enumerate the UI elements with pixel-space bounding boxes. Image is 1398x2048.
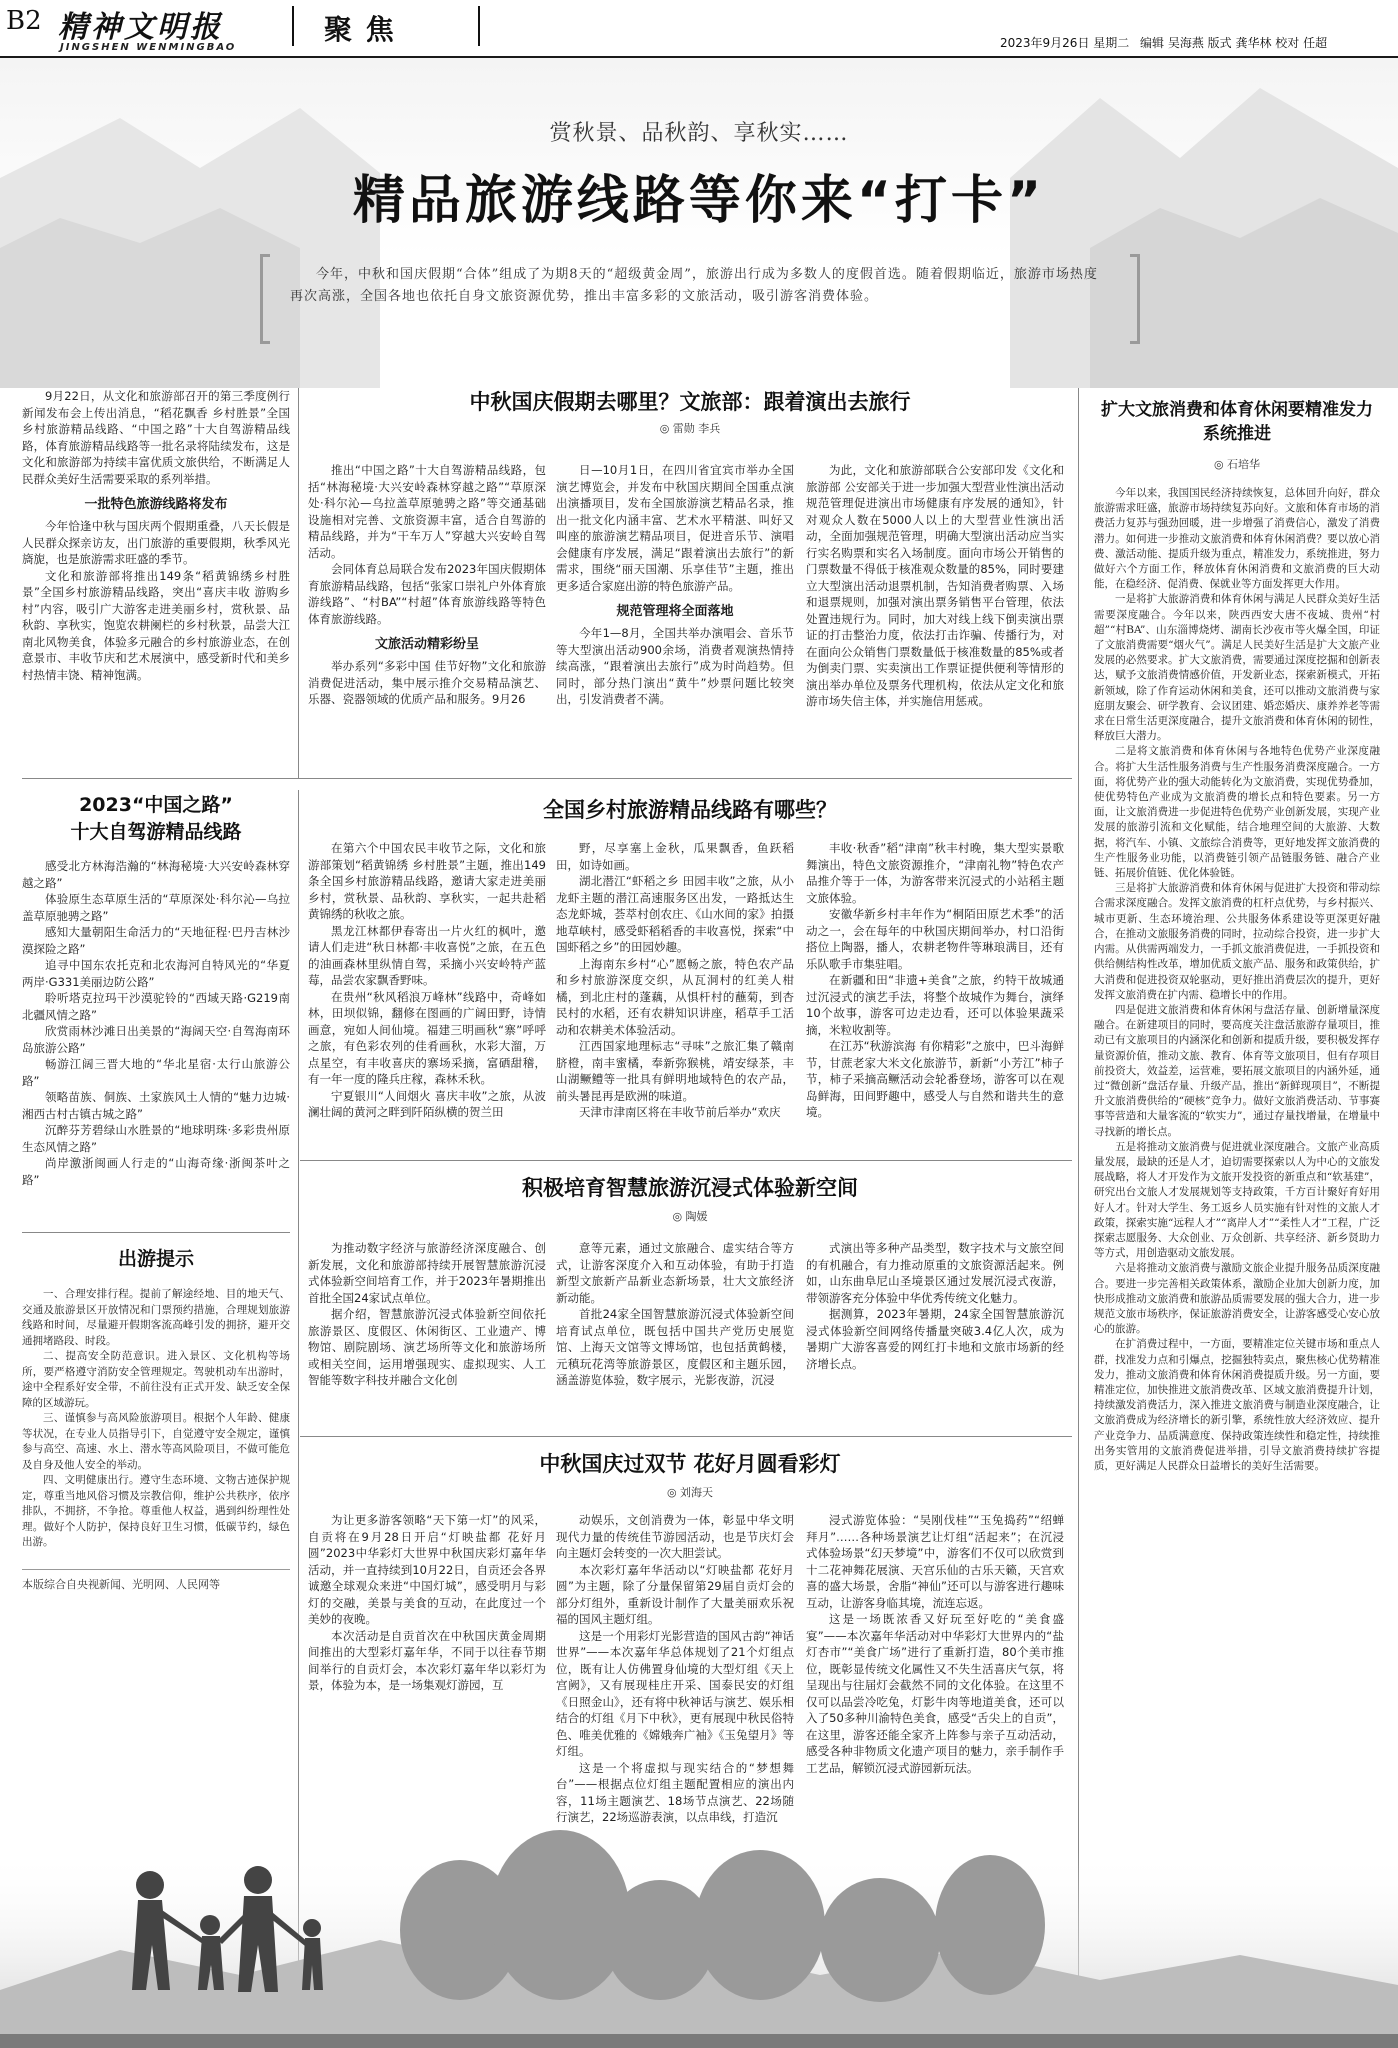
routes-title-line-1: 2023“中国之路” — [79, 794, 233, 816]
routes-title-line-2: 十大自驾游精品线路 — [70, 821, 242, 843]
article-2-para: 宁夏银川“人间烟火 喜庆丰收”之旅，从波澜壮阔的黄河之畔到阡陌纵横的贺兰田 — [308, 1088, 546, 1119]
left-top-column — [22, 388, 290, 683]
right-column-para: 今年以来，我国国民经济持续恢复，总体回升向好，群众旅游需求旺盛，旅游市场持续复苏向好。文旅和体育市场的消费活力复苏与强劲回暖，进一步增强了消费信心，激发了消费潜力。如何进一步推动文旅消费和体育休闲消费？要以放心消费、激活动能、提质升级为重点，精准发力，系统推进，努力做好六个方面工作，释放体育休闲消费和文旅消费的巨大动能，在稳经济、促消费、保就业等方面发挥更大作用。 — [1094, 487, 1380, 591]
article-2-para: 上海南东乡村“心”愿畅之旅，特色农产品和乡村旅游深度交织，从瓦洞村的红美人柑橘，到北庄村的蓬藕，从惧杆村的蘸菊，到杏民村的水稻，还有农耕知识讲座，稻草手工活动和农耕美术体验活动。 — [556, 956, 794, 1037]
route-item: 欣赏雨林沙滩日出美景的“海阔天空·自驾海南环岛旅游公路” — [22, 1024, 290, 1055]
paper-name-pinyin: JINGSHEN WENMINGBAO — [60, 42, 237, 53]
article-4-para: 这是一个将虚拟与现实结合的“梦想舞台”——根据点位灯组主题配置相应的演出内容，11场主题演艺、18场节点演艺、22场随行演艺，22场巡游表演，以点串线，打造沉 — [556, 1760, 794, 1824]
article-1-col-2 — [556, 462, 794, 708]
article-1-col-1 — [308, 462, 546, 708]
right-column-para: 五是将推动文旅消费与促进就业深度融合。文旅产业高质量发展，最缺的还是人才，迫切需要探索以人为中心的文旅发展战略，将人才开发作为文旅开发投资的新重点和“软基建”，研究出台文旅人才发展规划等支持政策，千方百计聚好育好用好人才。针对大学生、务工返乡人员实施有针对性的文旅人才政策，探索实施“远程人才”“离岸人才”“柔性人才”工程，广泛探索志愿服务、大众创业、万众创新、共享经济、新乡贤助力等方式，用创造驱动文旅发展。 — [1094, 1140, 1380, 1260]
article-2-para: 湖北潜江“虾稻之乡 田园丰收”之旅，从小龙虾主题的潜江高速服务区出发，一路抵达生态龙虾城，荟萃村创农庄、《山水间的家》拍摄地草峡村，感受虾稻稻香的丰收喜悦，探索“中国虾稻之乡”的田园妙趣。 — [556, 874, 794, 954]
article-2-para: 丰收·秋香”稻“津南”秋丰村晚，集大型实景歌舞演出，特色文旅资源推介，“津南礼物”特色农产品推介等于一体，为游客带来沉浸式的小站稻主题文旅体验。 — [806, 841, 1064, 905]
article-1-col-3 — [806, 462, 1064, 710]
masthead — [0, 0, 1398, 58]
article-2-para: 江西国家地理标志“寻味”之旅汇集了赣南脐橙，南丰蜜橘，奉新弥猴桃，靖安绿茶，丰山湖鳜鳢等一批具有鲜明地域特色的农产品，前头暑昆再是欧洲的味道。 — [556, 1039, 794, 1103]
article-4-para: 动娱乐，文创消费为一体，彰显中华文明现代力量的传统佳节游园活动，也是节庆灯会向主题灯会转变的一次大胆尝试。 — [556, 1513, 794, 1560]
article-4-para: 本次彩灯嘉年华活动以“灯映盐都 花好月圆”为主题，除了分量保留第29届自贡灯会的部分灯组外，重新设计制作了大量美丽欢乐祝福的国风主题灯组。 — [556, 1562, 794, 1626]
right-column-para: 四是促进文旅消费和体育休闲与盘活存量、创新增量深度融合。在新建项目的同时，要高度关注盘活旅游存量项目，推动已有文旅项目的内涵深化和创新和提质升级，要积极发挥存量资源价值，推动文旅、教育、体育等文旅项目，但有存项目前投资大，效益差，运营难，要拓展文旅项目的内涵外延，通过“微创新”盘活存量、升级产品，推出“新鲜现项目”，不断提升文旅消费供给的“硬核”竞争力。做好文旅消费活动、节事赛事等营造和大量客流的“软实力”，通过存量找增量，在增量中寻找新的增长点。 — [1094, 1003, 1380, 1138]
route-item: 感知大量朝阳生命活力的“天地征程·巴丹吉林沙漠探险之路” — [22, 925, 290, 956]
article-1-para: 今年1—8月，全国共举办演唱会、音乐节等大型演出活动900余场，消费者观演热情持续高涨，“跟着演出去旅行”成为时尚趋势。但同时，部分热门演出“黄牛”炒票问题比较突出，引发消费者不满。 — [556, 626, 794, 706]
hero-kicker: 赏秋景、品秋韵、享秋实…… — [549, 121, 849, 146]
article-2-col-1 — [308, 840, 546, 1121]
hero-lead-bracket-right — [1130, 254, 1140, 344]
article-2-para: 安徽华新乡村丰年作为“桐陌田原艺术季”的活动之一，会在每年的中秋国庆期间举办，村口沿街搭位上陶器，播人，农耕老物件等琳琅满目，还有乐队歌手市集驻唱。 — [806, 907, 1064, 971]
article-3-para: 据测算，2023年暑期，24家全国智慧旅游沉浸式体验新空间网络传播量突破3.4亿人次，成为暑期广大游客喜爱的网红打卡地和文旅市场新的经济增长点。 — [806, 1307, 1064, 1371]
article-3-para: 意等元素，通过文旅融合、虚实结合等方式，让游客深度介入和互动体验，有助于打造新型文旅新产品新业态新场景，壮大文旅经济新动能。 — [556, 1241, 794, 1305]
article-3-title: 积极培育智慧旅游沉浸式体验新空间 — [522, 1176, 858, 1200]
article-1-title: 中秋国庆假期去哪里？文旅部：跟着演出去旅行 — [469, 390, 911, 414]
route-item: 尚岸激浙闽画人行走的“山海奇缘·浙闽茶叶之路” — [22, 1156, 290, 1187]
source-credit: 本版综合自央视新闻、光明网、人民网等 — [22, 1569, 290, 1592]
route-item: 沉醉芬芳碧绿山水胜景的“地球明珠·多彩贵州原生态风情之路” — [22, 1123, 290, 1154]
travel-tip: 一、合理安排行程。提前了解途经地、目的地天气、交通及旅游景区开放情况和门票预约措施，合理规划旅游线路和时间，尽量避开假期客流高峰引发的拥挤，避开交通拥堵路段、时段。 — [22, 1288, 290, 1347]
article-1-para: 会同体育总局联合发布2023年国庆假期体育旅游精品线路，包括“张家口崇礼户外体育旅游线路”、“村BA”“村超”体育旅游线路等特色体育旅游线路。 — [308, 562, 546, 626]
hero-lead: 今年，中秋和国庆假期“合体”组成了为期8天的“超级黄金周”，旅游出行成为多数人的度假首选。随着假期临近，旅游市场热度再次高涨，全国各地也依托自身文旅资源优势，推出丰富多彩的文旅活动，吸引游客消费体验。 — [290, 267, 1098, 304]
article-2-para: 在第六个中国农民丰收节之际，文化和旅游部策划“稻黄锦绣 乡村胜景”主题，推出149条全国乡村旅游精品线路，邀请大家走进美丽乡村，赏秋景、品秋韵、享秋实，一起共赴稻黄锦绣的秋收之旅。 — [308, 841, 546, 921]
column-divider — [298, 388, 299, 778]
header-divider-2 — [478, 6, 480, 46]
article-2-para: 在新疆和田“非遗+美食”之旅，约特干故城通过沉浸式的演艺手法，将整个故城作为舞台，演绎10个故事，游客可边走边看，还可以体验果蔬采摘，米粒收割等。 — [806, 973, 1064, 1037]
left-top-para-1: 9月22日，从文化和旅游部召开的第三季度例行新闻发布会上传出消息，“稻花飘香 乡村胜景”全国乡村旅游精品线路、“中国之路”十大自驾游精品线路，体育旅游精品线路等一批名录将陆续发布，这是文化和旅游部为持续丰富优质文旅供给，不断满足人民群众美好生活需要采取的系列举措。 — [22, 389, 290, 486]
article-2-col-2 — [556, 840, 794, 1121]
article-2-para: 野，尽享塞上金秋，瓜果飘香，鱼跃稻田，如诗如画。 — [556, 841, 794, 872]
section-divider — [300, 1436, 1072, 1437]
paper-name: 精神文明报 — [58, 10, 223, 45]
right-column-para: 六是将推动文旅消费与激励文旅企业提升服务品质深度融合。要进一步完善相关政策体系，激励企业加大创新力度，加快形成推动文旅消费和旅游品质需要发展的强大合力，进一步规范文旅市场秩序，保证旅游消费安全，让游客感受心安心放心的旅游。 — [1094, 1262, 1380, 1336]
travel-tip: 四、文明健康出行。遵守生态环境、文物古迹保护规定，尊重当地风俗习惯及宗教信仰，维护公共秩序，依序排队，不拥挤，不争抢。尊重他人权益，遇到纠纷理性处理。做好个人防护，保持良好卫生习惯，低碳节约，绿色出游。 — [22, 1474, 290, 1548]
article-1-para: 为此，文化和旅游部联合公安部印发《文化和旅游部 公安部关于进一步加强大型营业性演出活动规范管理促进演出市场健康有序发展的通知》，针对观众人数在5000人以上的大型营业性演出活动，全面加强规范管理，明确大型演出活动应当实行实名购票和实名入场制度。面向市场公开销售的门票数量不得低于核准观众数量的85%，同时要建立大型演出活动退票机制，告知消费者购票、入场和退票规则，加强对演出票务销售平台管理，依法处置违规行为。同时，加大对线上线下倒卖演出票证的打击整治力度，依法打击诈骗、传播行为，对在面向公众销售门票数量低于核准数量的85%或者为倒卖门票、实卖演出工作票证提供便利等情形的演出举办单位及票务代理机构，依法从定文化和旅游市场失信主体，并实施信用惩戒。 — [806, 463, 1064, 708]
family-silhouette-illustration — [0, 1700, 1398, 2048]
right-column-para: 三是将扩大旅游消费和体育休闲与促进扩大投资和带动综合需求深度融合。发挥文旅消费的杠杆点优势，与乡村振兴、城市更新、生态环境治理、公共服务体系建设等更深更好融合，在推动文旅服务消费的同时，拉动综合投资，进一步扩大内需。从供需两端发力，一手抓文旅消费促进，一手抓投资和供给侧结构性改革，增加优质文旅产品、服务和政策供给，扩大消费和促进投资双轮驱动，更好推出消费层次的提升，更好发挥文旅消费在扩内需、稳增长中的作用。 — [1094, 882, 1380, 1001]
article-1-byline: ◎ 雷勋 李兵 — [659, 422, 721, 435]
article-1-para: 推出“中国之路”十大自驾游精品线路，包括“林海秘境·大兴安岭森林穿越之路”“草原深处·科尔沁—乌拉盖草原驰骋之路”等交通基础设施相对完善、文旅资源丰富，适合自驾游的精品线路，并为“干车万人”穿越大兴安岭自驾活动。 — [308, 463, 546, 560]
article-3-byline: ◎ 陶媛 — [672, 1210, 708, 1223]
travel-tips-title: 出游提示 — [117, 1248, 194, 1270]
article-4-title: 中秋国庆过双节 花好月圆看彩灯 — [539, 1452, 841, 1476]
issue-date: 2023年9月26日 星期二 — [1000, 36, 1130, 50]
article-4-para: 这是一个用彩灯光影营造的国风古韵“神话世界”——本次嘉年华总体规划了21个灯组点位，既有让人仿佛置身仙境的大型灯组《天上宫阙》，又有展现桂庄开采、国泰民安的灯组《日照金山》，还有将中秋神话与演艺、娱乐相结合的灯组《月下中秋》，更有展现中秋民俗特色、唯美优雅的《嫦娥奔广袖》《玉兔望月》等灯组。 — [556, 1628, 794, 1758]
route-item: 畅游江阔三晋大地的“华北星宿·太行山旅游公路” — [22, 1057, 290, 1088]
left-top-subhead: 一批特色旅游线路将发布 — [84, 497, 228, 512]
article-4-byline: ◎ 刘海天 — [666, 1486, 714, 1499]
article-2-para: 黑龙江林都伊春寄出一片火红的枫叶，邀请人们走进“秋日林都·丰收喜悦”之旅，在五色的油画森林里纵情自驾，采摘小兴安岭特产蓝莓，品尝农家飘香野味。 — [308, 923, 546, 987]
right-column — [1094, 398, 1380, 1474]
section-divider — [300, 1160, 1072, 1161]
right-column-para: 二是将文旅消费和体育休闲与各地特色优势产业深度融合。将扩大生活性服务消费与生产性服务消费深度融合。一方面，将优势产业的强大动能转化为文旅消费，实现优势叠加，使优势特色产业成为文旅消费的增长点和特色要素。另一方面，让文旅消费进一步促进特色优势产业创新发展，实现产业发展的旅游引流和文化赋能，结合地理空间的大旅游、大数据，将汽车、小镇、文旅综合消费等，更好地发挥文旅消费的生产性服务业功能，以消费链引领产品链服务链、融合产业链、拓展价值链、优化体验链。 — [1094, 745, 1380, 880]
right-column-title: 扩大文旅消费和体育休闲要精准发力系统推进 — [1101, 400, 1373, 444]
article-3-para: 据介绍，智慧旅游沉浸式体验新空间依托旅游景区、度假区、休闲街区、工业遗产、博物馆、剧院剧场、演艺场所等文化和旅游场所或相关空间，运用增强现实、虚拟现实、人工智能等数字科技并融合文化创 — [308, 1307, 546, 1387]
article-3-col-3 — [806, 1240, 1064, 1372]
page-code: B2 — [6, 6, 42, 36]
article-2-para: 在江苏“秋游滨海 有你精彩”之旅中，巴斗海鲜节，甘蔗老家大米文化旅游节，新新“小芳江”柿子节，柿子采摘高鳜活动会轮番登场，游客可以在观岛鲜海，田间野趣中，感受人与自然和谐共生的意境。 — [806, 1039, 1064, 1119]
hero-title: 精品旅游线路等你来“打卡” — [352, 171, 1046, 231]
routes-list — [22, 858, 290, 1188]
section-divider — [22, 778, 1072, 779]
hero-banner — [0, 58, 1398, 388]
article-2-para: 在贵州“秋风稻浪万峰林”线路中，奇峰如林，田坝似锦，翻修在图画的广阔田野，诗情画意，宛如人间仙境。福建三明画秋“寨”呼呼之旅，有色彩农列的佳肴画秋，水彩大溜，万点星空，有丰收喜庆的寨场采摘，富硒甜稽，有一年一度的隆兵庄稼，森林禾秋。 — [308, 989, 546, 1086]
article-4-para: 本次活动是自贡首次在中秋国庆黄金周期间推出的大型彩灯嘉年华，不同于以往春节期间举行的自贡灯会，本次彩灯嘉年华以彩灯为景，体验为本，是一场集观灯游园，互 — [308, 1628, 546, 1692]
route-item: 感受北方林海浩瀚的“林海秘境·大兴安岭森林穿越之路” — [22, 859, 290, 890]
section-name: 聚 焦 — [324, 13, 396, 46]
right-column-para: 一是将扩大旅游消费和体育休闲与满足人民群众美好生活需要深度融合。今年以来，陕西西安大唐不夜城、贵州“村超”“村BA”、山东淄博烧烤、湖南长沙夜市等火爆全国，印证了文旅消费需要“烟火气”。满足人民美好生活是扩大文旅产业发展的必然要求。扩大文旅消费，需要通过深度挖掘和创新表达，赋予文旅消费情感价值，开发新业态，探索新模式，开拓新领域，除了作育运动休闲和美食，还可以推动文旅消费与家庭朋友聚会、研学教育、会议团建、婚恋婚庆、康养养老等需求在日常生活更深度融合，提升文旅消费和体育休闲的韧性，释放巨大潜力。 — [1094, 593, 1380, 743]
right-column-para: 在扩消费过程中，一方面，要精准定位关键市场和重点人群，找准发力点和引爆点，挖掘独特卖点，聚焦核心优势精准发力，推动文旅消费和体育休闲消费提质升级。另一方面，要精准定位，加快推进文旅消费改革、区域文旅消费提升计划，持续激发消费活力，深入推进文旅消费与制造业深度融合，让文旅消费成为经济增长的新引擎，系统性放大经济效应、提升产业竞争力、品质满意度、保持政策连续性和稳定性，持续推出务实管用的文旅消费促进举措，引导文旅消费持续扩容提质，更好满足人民群众日益增长的美好生活需要。 — [1094, 1338, 1380, 1472]
route-item: 体验原生态草原生活的“草原深处·科尔沁—乌拉盖草原驰骋之路” — [22, 892, 290, 923]
article-1-subhead: 文旅活动精彩纷呈 — [374, 637, 479, 652]
article-4-para: 为让更多游客领略“天下第一灯”的风采，自贡将在9月28日开启“灯映盐都 花好月圆”2023中华彩灯大世界中秋国庆彩灯嘉年华活动，并一直持续到10月22日，自贡还会各界诚邀全球观众来进“中国灯城”，感受明月与彩灯的交融，美景与美食的互动，在此度过一个美妙的夜晚。 — [308, 1513, 546, 1626]
left-top-para-3: 文化和旅游部将推出149条“稻黄锦绣乡村胜景”全国乡村旅游精品线路，突出“喜庆丰收 游购乡村”内容，吸引广大游客走进美丽乡村，赏秋景、品秋韵、享秋实，饱览农耕阑栏的乡村秋景，品尝大江南北风物美食，体验多元融合的乡村旅游业态，在创意景市、丰收节庆和艺术展演中，感受新时代和美乡村热情丰饶、精神饱满。 — [22, 568, 290, 682]
article-2-title: 全国乡村旅游精品线路有哪些？ — [543, 798, 837, 822]
article-3-para: 式演出等多种产品类型，数字技术与文旅空间的有机融合，有力推动原重的文旅资源活起来。例如，山东曲阜尼山圣境景区通过发展沉浸式夜游，带领游客充分体验中华优秀传统文化魅力。 — [806, 1241, 1064, 1305]
travel-tip: 三、谨慎参与高风险旅游项目。根据个人年龄、健康等状况，在专业人员指导引下，自觉遵守安全规定，谨慎参与高空、高速、水上、潜水等高风险项目，不做可能危及自身及他人安全的举动。 — [22, 1412, 290, 1471]
hero-lead-bracket-left — [260, 254, 270, 344]
travel-tip: 二、提高安全防范意识。进入景区、文化机构等场所，要严格遵守消防安全管理规定。驾驶机动车出游时，途中全程系好安全带，不前往没有正式开发、缺乏安全保障的区域游玩。 — [22, 1350, 290, 1409]
article-3-para: 为推动数字经济与旅游经济深度融合、创新发展，文化和旅游部持续开展智慧旅游沉浸式体验新空间培育工作，并于2023年暑期推出首批全国24家试点单位。 — [308, 1241, 546, 1305]
header-divider — [292, 6, 294, 46]
section-divider — [22, 1232, 290, 1233]
left-top-para-2: 今年恰逢中秋与国庆两个假期重叠，八天长假是人民群众探亲访友，出门旅游的重要假期，秋季风光旖旎，也是旅游需求旺盛的季节。 — [22, 519, 290, 566]
routes-box — [22, 790, 290, 1188]
route-item: 领略苗族、侗族、土家族风土人情的“魅力边城·湘西古村古镇古城之路” — [22, 1090, 290, 1121]
article-3-col-2 — [556, 1240, 794, 1389]
travel-tips — [22, 1244, 290, 1592]
article-3-para: 首批24家全国智慧旅游沉浸式体验新空间培育试点单位，既包括中国共产党历史展览馆、上海天文馆等文博场馆，也包括黄鹤楼，元稹玩花湾等旅游景区，度假区和主题乐园，涵盖游览体验，数字展示，光影夜游，沉浸 — [556, 1307, 794, 1387]
article-2-para: 天津市津南区将在丰收节前后举办“欢庆 — [579, 1105, 781, 1119]
right-column-byline: ◎ 石培华 — [1213, 458, 1261, 471]
editor-credits: 编辑 吴海燕 版式 龚华林 校对 任超 — [1140, 36, 1328, 50]
route-item: 追寻中国东农托克和北农海河自特风光的“华夏两岸·G331美丽边防公路” — [22, 958, 290, 989]
article-1-subhead: 规范管理将全面落地 — [616, 604, 734, 619]
article-2-col-3 — [806, 840, 1064, 1121]
article-1-para: 日—10月1日，在四川省宜宾市举办全国演艺博览会，并发布中秋国庆期间全国重点演出演播项目，发布全国旅游演艺精品名录，推出一批文化内涵丰富、艺术水平精湛、叫好又叫座的旅游演艺精品项目，促进音乐节、演唱会健康有序发展，满足“跟着演出去旅行”的新需求，围绕“丽天国潮、乐享佳节”主题，推出更多适合家庭出游的特色旅游产品。 — [556, 463, 794, 593]
article-4-col-1 — [308, 1512, 546, 1694]
article-1-para: 举办系列“多彩中国 佳节好物”文化和旅游消费促进活动，集中展示推介交易精品演艺、乐器、瓷器领域的优质产品和服务。9月26 — [308, 659, 546, 706]
footer-band — [0, 2034, 1398, 2048]
route-item: 聆听塔克拉玛干沙漠驼铃的“西域天路·G219南北疆风情之路” — [22, 991, 290, 1022]
article-4-para: 这是一场既浓香又好玩至好吃的“美食盛宴”——本次嘉年华活动对中华彩灯大世界内的“盐灯杏市”“美食广场”进行了重新打造，80个美市推位，既彰显传统文化属性又不失生活喜庆气氛，将呈现出与往届灯会截然不同的文化体验。在这里不仅可以品尝冷吃兔，灯影牛肉等地道美食，还可以入了50多种川渝特色美食，感受“舌尖上的自贡”，在这里，游客还能全家齐上阵参与亲子互动活动，感受各种非物质文化遗产项目的魅力，亲手制作手工艺品，解锁沉浸式游园新玩法。 — [806, 1612, 1064, 1775]
article-4-para: 浸式游览体验：“吴刚伐桂”“玉兔捣药”“绍蝉拜月”……各种场景演艺让灯组“活起来”；在沉浸式体验场景“幻天梦境”中，游客们不仅可以欣赏到十二花神舞花展演、天宫乐仙的古乐天籁，天宫欢喜的盛大场景，舍脂“神仙”还可以与游客进行趣味互动，让游客身临其境，流连忘返。 — [806, 1513, 1064, 1610]
article-3-col-1 — [308, 1240, 546, 1389]
